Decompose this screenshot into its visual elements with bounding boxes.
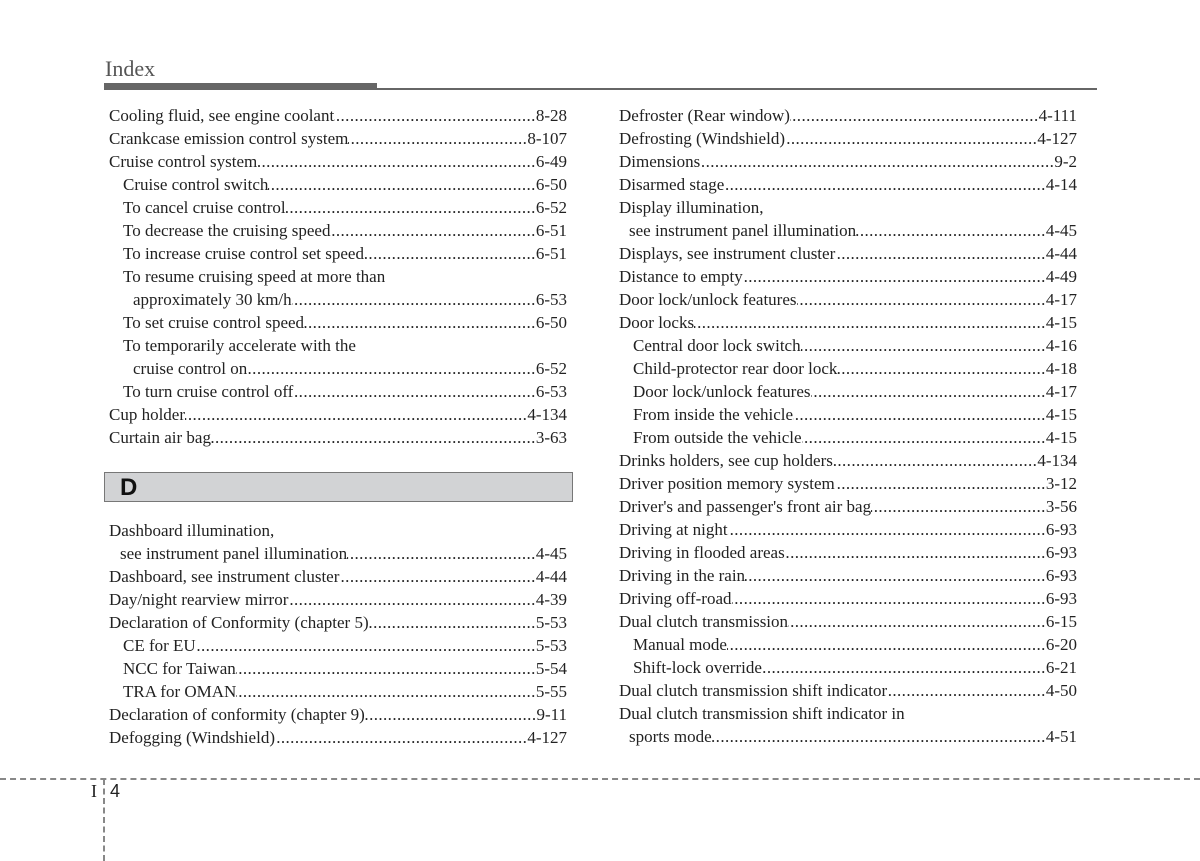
dot-leader <box>785 541 1046 564</box>
index-entry <box>619 449 1077 472</box>
entry-page: 6-93 <box>1045 589 1077 608</box>
index-entry <box>619 702 1077 725</box>
entry-label: Declaration of conformity (chapter 9) <box>109 705 365 724</box>
entry-label: Defrosting (Windshield) <box>619 129 785 148</box>
entry-page: 6-51 <box>535 221 567 240</box>
entry-label: Driving in flooded areas <box>619 543 785 562</box>
index-column-left-top <box>109 104 567 449</box>
entry-page: 6-52 <box>535 198 567 217</box>
entry-page: 6-93 <box>1045 543 1077 562</box>
entry-page: 6-51 <box>535 244 567 263</box>
entry-page: 4-45 <box>535 544 567 563</box>
index-entry <box>109 311 567 334</box>
entry-page: 4-127 <box>527 728 567 747</box>
entry-label: Dashboard illumination, <box>109 521 275 540</box>
dot-leader <box>330 219 535 242</box>
index-entry <box>619 518 1077 541</box>
index-entry <box>619 150 1077 173</box>
entry-label: Driver's and passenger's front air bag <box>619 497 872 516</box>
header-bar <box>104 83 377 90</box>
dot-leader <box>871 495 1046 518</box>
entry-page: 6-53 <box>535 382 567 401</box>
entry-label: Driving off-road <box>619 589 732 608</box>
index-entry <box>619 357 1077 380</box>
index-entry <box>109 104 567 127</box>
index-entry <box>109 519 567 542</box>
entry-label: Display illumination, <box>619 198 764 217</box>
entry-page: 4-134 <box>527 405 567 424</box>
index-entry <box>109 265 567 288</box>
entry-page: 4-39 <box>535 590 567 609</box>
entry-label: From outside the vehicle <box>633 428 802 447</box>
index-entry <box>109 611 567 634</box>
index-column-right <box>619 104 1077 748</box>
entry-label: Driving in the rain <box>619 566 746 585</box>
entry-label: NCC for Taiwan <box>123 659 236 678</box>
entry-page: 4-16 <box>1045 336 1077 355</box>
index-entry <box>619 334 1077 357</box>
entry-label: To resume cruising speed at more than <box>123 267 386 286</box>
entry-label: approximately 30 km/h <box>133 290 292 309</box>
entry-page: 4-44 <box>535 567 567 586</box>
dot-leader <box>785 127 1037 150</box>
index-entry <box>109 127 567 150</box>
entry-page: 6-20 <box>1045 635 1077 654</box>
dot-leader <box>694 311 1046 334</box>
dot-leader <box>293 380 535 403</box>
entry-label: Distance to empty <box>619 267 743 286</box>
entry-label: Door lock/unlock features <box>633 382 811 401</box>
index-entry <box>109 334 567 357</box>
entry-label: Dual clutch transmission shift indicator <box>619 681 888 700</box>
entry-label: Displays, see instrument cluster <box>619 244 836 263</box>
index-entry <box>619 633 1077 656</box>
section-letter: D <box>120 474 138 501</box>
index-entry <box>619 173 1077 196</box>
index-entry <box>109 380 567 403</box>
dot-leader <box>286 196 536 219</box>
entry-label: Cup holder <box>109 405 186 424</box>
footer-dashed-rule <box>0 778 1200 780</box>
header-rule <box>377 88 1097 90</box>
dot-leader <box>790 104 1039 127</box>
index-entry <box>109 403 567 426</box>
entry-page: 6-93 <box>1045 566 1077 585</box>
dot-leader <box>348 127 527 150</box>
dot-leader <box>887 679 1046 702</box>
dot-leader <box>732 587 1046 610</box>
index-entry <box>109 703 567 726</box>
index-entry <box>619 587 1077 610</box>
dot-leader <box>762 656 1046 679</box>
entry-page: 4-15 <box>1045 313 1077 332</box>
entry-page: 3-56 <box>1045 497 1077 516</box>
dot-leader <box>268 173 535 196</box>
dot-leader <box>364 242 536 265</box>
dot-leader <box>797 288 1046 311</box>
entry-page: 6-50 <box>535 313 567 332</box>
dot-leader <box>835 242 1046 265</box>
index-entry <box>619 610 1077 633</box>
dot-leader <box>833 449 1037 472</box>
index-entry <box>619 219 1077 242</box>
entry-page: 6-52 <box>535 359 567 378</box>
footer-section-label: I <box>91 781 97 801</box>
entry-page: 6-21 <box>1045 658 1077 677</box>
entry-page: 4-50 <box>1045 681 1077 700</box>
dot-leader <box>211 426 536 449</box>
index-entry <box>109 726 567 749</box>
index-entry <box>109 219 567 242</box>
index-entry <box>619 380 1077 403</box>
dot-leader <box>288 588 535 611</box>
dot-leader <box>743 265 1046 288</box>
dot-leader <box>292 288 536 311</box>
index-entry <box>619 311 1077 334</box>
index-entry <box>619 495 1077 518</box>
entry-label: Cruise control switch <box>123 175 269 194</box>
entry-label: Declaration of Conformity (chapter 5) <box>109 613 369 632</box>
entry-label: sports mode <box>629 727 712 746</box>
entry-label: Defogging (Windshield) <box>109 728 275 747</box>
entry-page: 4-15 <box>1045 428 1077 447</box>
entry-page: 6-93 <box>1045 520 1077 539</box>
entry-label: To temporarily accelerate with the <box>123 336 356 355</box>
entry-label: To cancel cruise control <box>123 198 286 217</box>
entry-page: 3-63 <box>535 428 567 447</box>
dot-leader <box>185 403 527 426</box>
entry-label: CE for EU <box>123 636 196 655</box>
dot-leader <box>712 725 1046 748</box>
entry-label: Drinks holders, see cup holders <box>619 451 833 470</box>
entry-page: 9-11 <box>536 705 567 724</box>
index-entry <box>109 196 567 219</box>
entry-page: 8-28 <box>535 106 567 125</box>
entry-page: 5-55 <box>535 682 567 701</box>
index-entry <box>109 680 567 703</box>
index-entry <box>109 173 567 196</box>
dot-leader <box>856 219 1046 242</box>
entry-label: TRA for OMAN <box>123 682 237 701</box>
entry-label: Door lock/unlock features <box>619 290 797 309</box>
dot-leader <box>788 610 1046 633</box>
entry-label: Driver position memory system <box>619 474 835 493</box>
index-entry <box>109 150 567 173</box>
entry-label: see instrument panel illumination <box>629 221 857 240</box>
entry-label: Dual clutch transmission shift indicator in <box>619 704 905 723</box>
index-entry <box>619 104 1077 127</box>
dot-leader <box>365 703 537 726</box>
page-header-title: Index <box>105 56 156 81</box>
dot-leader <box>837 357 1045 380</box>
index-entry <box>619 403 1077 426</box>
dot-leader <box>802 426 1046 449</box>
dot-leader <box>700 150 1054 173</box>
index-entry <box>109 657 567 680</box>
entry-page: 5-53 <box>535 636 567 655</box>
index-entry <box>619 127 1077 150</box>
entry-label: Dimensions <box>619 152 701 171</box>
entry-label: Door locks <box>619 313 695 332</box>
index-entry <box>619 679 1077 702</box>
entry-page: 4-17 <box>1045 290 1077 309</box>
index-entry <box>619 725 1077 748</box>
entry-label: From inside the vehicle <box>633 405 794 424</box>
entry-page: 6-50 <box>535 175 567 194</box>
entry-label: To set cruise control speed <box>123 313 305 332</box>
entry-page: 3-12 <box>1045 474 1077 493</box>
entry-label: Driving at night <box>619 520 728 539</box>
entry-label: Cruise control system <box>109 152 258 171</box>
dot-leader <box>257 150 536 173</box>
dot-leader <box>811 380 1046 403</box>
entry-page: 4-15 <box>1045 405 1077 424</box>
index-entry <box>109 357 567 380</box>
entry-page: 6-53 <box>535 290 567 309</box>
footer-dashed-divider <box>103 779 105 861</box>
index-entry <box>109 426 567 449</box>
entry-page: 4-49 <box>1045 267 1077 286</box>
index-entry <box>619 196 1077 219</box>
dot-leader <box>334 104 536 127</box>
entry-label: Central door lock switch <box>633 336 801 355</box>
entry-label: Child-protector rear door lock <box>633 359 838 378</box>
entry-label: Curtain air bag <box>109 428 211 447</box>
entry-page: 4-51 <box>1045 727 1077 746</box>
dot-leader <box>304 311 536 334</box>
entry-label: Manual mode <box>633 635 727 654</box>
index-entry <box>619 242 1077 265</box>
section-header-d <box>104 472 573 502</box>
entry-page: 4-14 <box>1045 175 1077 194</box>
index-entry <box>109 288 567 311</box>
footer-page-number: 4 <box>110 781 121 801</box>
dot-leader <box>236 680 535 703</box>
dot-leader <box>247 357 536 380</box>
entry-page: 8-107 <box>527 129 567 148</box>
entry-page: 5-53 <box>535 613 567 632</box>
index-entry <box>619 541 1077 564</box>
index-entry <box>619 426 1077 449</box>
index-entry <box>619 472 1077 495</box>
entry-label: Dashboard, see instrument cluster <box>109 567 340 586</box>
dot-leader <box>801 334 1046 357</box>
entry-page: 4-134 <box>1037 451 1077 470</box>
entry-label: Crankcase emission control system <box>109 129 349 148</box>
dot-leader <box>347 542 536 565</box>
index-column-left-bottom <box>109 519 567 749</box>
entry-label: To decrease the cruising speed <box>123 221 331 240</box>
index-entry <box>619 656 1077 679</box>
entry-label: Defroster (Rear window) <box>619 106 790 125</box>
entry-label: Shift-lock override <box>633 658 762 677</box>
entry-page: 4-18 <box>1045 359 1077 378</box>
dot-leader <box>369 611 536 634</box>
entry-label: Cooling fluid, see engine coolant <box>109 106 335 125</box>
dot-leader <box>275 726 527 749</box>
dot-leader <box>724 173 1046 196</box>
entry-page: 5-54 <box>535 659 567 678</box>
entry-label: see instrument panel illumination <box>120 544 348 563</box>
entry-label: cruise control on <box>133 359 248 378</box>
entry-page: 4-127 <box>1037 129 1077 148</box>
entry-label: Dual clutch transmission <box>619 612 789 631</box>
index-entry <box>109 565 567 588</box>
dot-leader <box>745 564 1046 587</box>
entry-page: 6-49 <box>535 152 567 171</box>
entry-label: To turn cruise control off <box>123 382 294 401</box>
dot-leader <box>236 657 536 680</box>
index-entry <box>619 265 1077 288</box>
index-entry <box>109 542 567 565</box>
entry-page: 6-15 <box>1045 612 1077 631</box>
dot-leader <box>727 633 1046 656</box>
index-entry <box>109 242 567 265</box>
dot-leader <box>793 403 1046 426</box>
index-entry <box>109 588 567 611</box>
entry-page: 4-17 <box>1045 382 1077 401</box>
entry-page: 4-45 <box>1045 221 1077 240</box>
index-entry <box>619 288 1077 311</box>
entry-label: Day/night rearview mirror <box>109 590 289 609</box>
dot-leader <box>835 472 1046 495</box>
dot-leader <box>728 518 1046 541</box>
entry-label: To increase cruise control set speed <box>123 244 364 263</box>
entry-page: 4-44 <box>1045 244 1077 263</box>
index-entry <box>109 634 567 657</box>
index-entry <box>619 564 1077 587</box>
dot-leader <box>196 634 536 657</box>
entry-page: 9-2 <box>1054 152 1077 171</box>
dot-leader <box>339 565 535 588</box>
entry-label: Disarmed stage <box>619 175 725 194</box>
entry-page: 4-111 <box>1038 106 1077 125</box>
